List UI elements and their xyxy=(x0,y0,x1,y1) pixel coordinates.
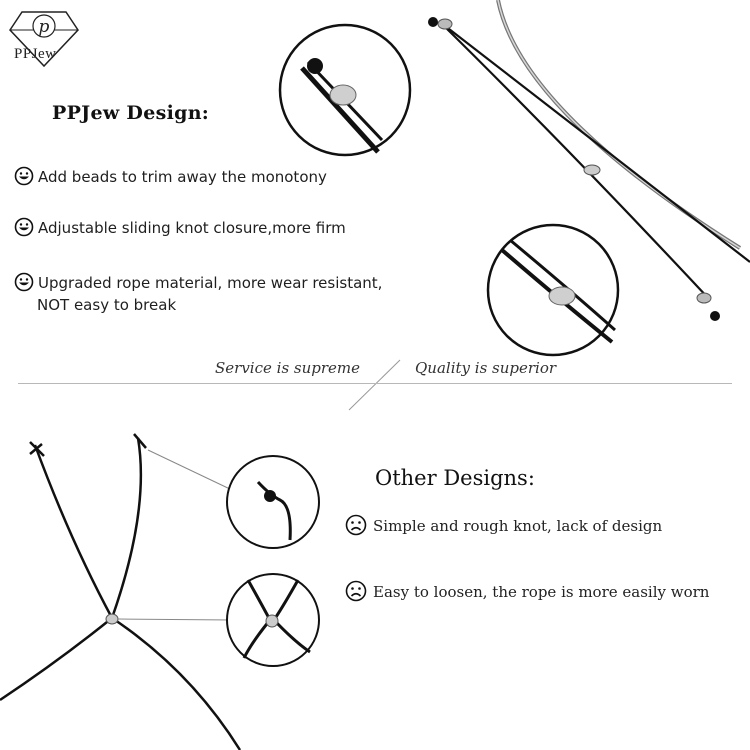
slogan-slash xyxy=(345,358,405,413)
feature-text: Adjustable sliding knot closure,more firm xyxy=(38,219,346,237)
feature-text: Add beads to trim away the monotony xyxy=(38,168,327,186)
slogan-quality: Quality is superior xyxy=(415,359,557,377)
ppjew-design-title: PPJew Design: xyxy=(52,102,210,124)
frowning-face-icon xyxy=(345,580,367,602)
zoom-circle-knot xyxy=(280,25,410,155)
other-designs-title: Other Designs: xyxy=(375,466,535,490)
feature-text-continued: NOT easy to break xyxy=(37,296,177,314)
zoom-circle-bead xyxy=(488,225,618,355)
other-design-item xyxy=(345,514,662,536)
logo-text: PPJew xyxy=(14,46,57,62)
logo-letter: p xyxy=(38,17,50,37)
feature-text: Upgraded rope material, more wear resistant, xyxy=(38,274,383,292)
other-design-text: Simple and rough knot, lack of design xyxy=(373,517,663,535)
section-divider xyxy=(18,383,732,384)
grinning-face-icon xyxy=(14,166,34,186)
other-design-item xyxy=(345,580,709,602)
grinning-face-icon xyxy=(14,272,34,292)
grinning-face-icon xyxy=(14,217,34,237)
other-design-text: Easy to loosen, the rope is more easily worn xyxy=(373,583,710,601)
other-product-illustration xyxy=(0,420,340,750)
zoom-circle-loose xyxy=(227,574,319,666)
slogan-service: Service is supreme xyxy=(215,359,361,377)
zoom-circle-rough-knot xyxy=(227,456,319,548)
ppjew-product-illustration xyxy=(270,0,750,360)
frowning-face-icon xyxy=(345,514,367,536)
